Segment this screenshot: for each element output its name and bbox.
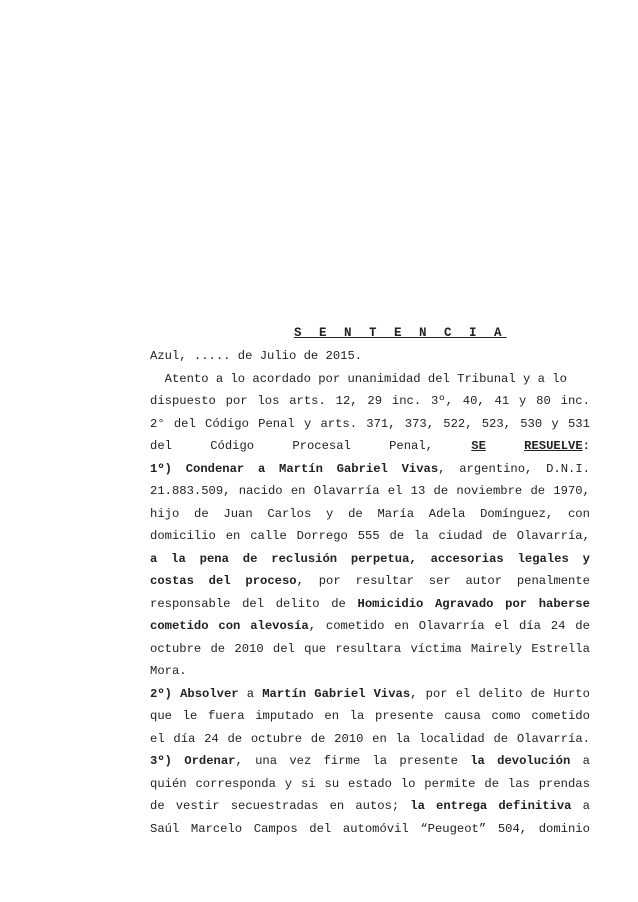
text-word: de (433, 484, 449, 498)
text-word: la (349, 709, 365, 723)
text-word: accesorias (430, 551, 504, 566)
text-word: vestir (175, 799, 220, 813)
text-word: alevosía, (250, 619, 317, 633)
text-word: por (225, 394, 248, 408)
text-word: 555 (357, 529, 380, 543)
text-word: de (530, 484, 546, 498)
text-word: responsable (150, 596, 231, 611)
text-word: del (242, 596, 265, 611)
text-word: Domínguez, (480, 506, 554, 521)
text-word: Campos (253, 821, 298, 836)
text-word: noviembre (456, 484, 523, 498)
text-word: ser (428, 574, 451, 588)
text-word: fuera (207, 709, 245, 723)
text-word: que (304, 641, 327, 656)
text-word: de (194, 506, 209, 521)
text-word: 522, (443, 416, 473, 431)
text-word: del (150, 439, 172, 453)
text-line (150, 660, 590, 683)
text-word: “Peugeot” (420, 821, 487, 836)
text-word: 24 (204, 731, 219, 746)
text-word: localidad (418, 731, 485, 746)
text-word: a (246, 686, 255, 701)
text-line (150, 413, 590, 436)
text-segment: Azul, ..... de Julio de 2015. (150, 349, 363, 363)
text-word: 2010 (234, 641, 264, 656)
text-word: permite (424, 776, 476, 791)
text-word: día (518, 619, 541, 633)
text-word: Olavarría, (516, 529, 590, 543)
text-word: 373, (404, 416, 435, 431)
text-word: Adela (428, 506, 466, 521)
text-word: en (225, 529, 241, 543)
text-word: dominio (538, 821, 590, 836)
text-line (150, 390, 590, 413)
text-word: Carlos (267, 506, 312, 521)
text-word: víctima (410, 641, 462, 656)
text-word: 523, (481, 416, 511, 431)
text-word: el (150, 731, 165, 746)
text-word: en (372, 731, 387, 746)
text-word: inc. (391, 394, 422, 408)
text-word: autor (465, 574, 503, 588)
text-word: con (567, 506, 590, 521)
text-word: octubre (250, 731, 303, 746)
text-word: 504, (497, 821, 528, 836)
text-word: en (329, 799, 345, 813)
text-word: Martín (279, 461, 323, 476)
text-word: domicilio (150, 529, 216, 543)
text-word: argentino, (459, 461, 533, 476)
text-word: las (507, 776, 530, 791)
text-line (150, 368, 590, 391)
text-word: secuestradas (230, 799, 319, 813)
text-word: haberse (538, 596, 590, 611)
text-word: Código (205, 416, 249, 431)
text-word: en (324, 709, 340, 723)
text-word: 1970, (553, 484, 590, 498)
text-word: de (484, 776, 500, 791)
text-word: cometido (325, 619, 385, 633)
text-word: arts. (320, 416, 358, 431)
text-word: con (218, 619, 241, 633)
text-word: de (210, 641, 226, 656)
text-word: Saúl (150, 821, 180, 836)
text-line (150, 345, 590, 368)
text-word: 21.883.509, (150, 484, 231, 498)
text-word: imputado (255, 709, 314, 723)
text-word: la (372, 754, 388, 768)
text-word: 531 (567, 416, 590, 431)
text-line (150, 683, 590, 706)
text-word: 3º, (430, 394, 453, 408)
text-word: 13 (410, 484, 426, 498)
text-word: del (173, 416, 196, 431)
text-word: de (492, 529, 507, 543)
text-word: la (171, 551, 186, 566)
text-word: por (425, 686, 448, 701)
text-word: pena (199, 551, 229, 566)
text-word: le (182, 709, 198, 723)
text-word: entrega (436, 799, 488, 813)
text-line (150, 570, 590, 593)
text-word: el (455, 686, 471, 701)
text-word: prendas (538, 776, 590, 791)
text-word: de (150, 799, 165, 813)
text-word: Ordenar, (184, 754, 243, 768)
text-word: inc. (560, 394, 590, 408)
text-word: proceso, (245, 574, 304, 588)
text-word: del (208, 574, 231, 588)
text-word: de (575, 619, 590, 633)
text-word: delito (275, 596, 320, 611)
text-word: que (150, 709, 172, 723)
document-body (150, 345, 590, 840)
text-word: penalmente (516, 574, 590, 588)
text-word: de (310, 731, 326, 746)
text-word: María (377, 506, 415, 521)
text-word: la (410, 799, 425, 813)
text-word: su (324, 776, 340, 791)
text-word: Gabriel (314, 686, 366, 701)
text-line (150, 773, 590, 796)
text-word: del (272, 641, 295, 656)
text-word: día (173, 731, 196, 746)
text-word: reclusión (271, 551, 338, 566)
text-word: Gabriel (336, 461, 388, 476)
text-line (150, 728, 590, 751)
text-word: perpetua, (350, 551, 417, 566)
text-word: de (331, 596, 346, 611)
text-word: del (309, 821, 332, 836)
text-word: Juan (223, 506, 253, 521)
text-word: la (395, 731, 411, 746)
text-line (150, 458, 590, 481)
text-word: 2º) (150, 686, 172, 701)
text-word: causa (444, 709, 481, 723)
text-word: dispuesto (150, 394, 216, 408)
text-word: Homicidio (357, 596, 424, 611)
text-word: firme (323, 754, 361, 768)
text-line (150, 818, 590, 841)
text-word: Marcelo (190, 821, 243, 836)
text-word: delito (478, 686, 523, 701)
text-word: como (491, 709, 521, 723)
text-word: de (227, 731, 243, 746)
text-word: Absolver (180, 686, 239, 701)
text-word: 371, (366, 416, 396, 431)
text-word: a (582, 754, 590, 768)
text-word: de (348, 506, 363, 521)
text-word: RESUELVE: (524, 439, 590, 453)
text-word: por (505, 596, 528, 611)
text-word: definitiva (498, 799, 572, 813)
text-word: Martín (262, 686, 307, 701)
text-word: a (257, 461, 266, 476)
text-word: presente (375, 709, 434, 723)
text-word: en (290, 484, 306, 498)
text-word: Vivas, (401, 461, 446, 476)
text-line (150, 593, 590, 616)
text-word: la (414, 529, 429, 543)
text-word: Olavarría (313, 484, 380, 498)
text-word: el (387, 484, 403, 498)
text-word: 2° (150, 416, 165, 431)
text-word: Vivas, (373, 686, 418, 701)
text-word: 530 (520, 416, 543, 431)
text-word: a (150, 551, 158, 566)
text-word: 80 (536, 394, 551, 408)
text-word: de (242, 551, 258, 566)
text-word: de (530, 686, 546, 701)
text-word: Agravado (434, 596, 494, 611)
text-word: 29 (367, 394, 383, 408)
text-line (150, 503, 590, 526)
text-line (150, 705, 590, 728)
text-word: costas (150, 574, 194, 588)
text-word: por (318, 574, 341, 588)
text-line (150, 435, 590, 458)
text-word: estado (348, 776, 392, 791)
text-word: legales (517, 551, 569, 566)
text-word: si (300, 776, 316, 791)
text-word: vez (289, 754, 312, 768)
text-word: quién (150, 776, 187, 791)
text-word: el (494, 619, 510, 633)
text-segment: Atento a lo acordado por unanimidad del Tribunal y a lo (150, 371, 567, 386)
text-word: D.N.I. (546, 461, 590, 476)
text-line (150, 548, 590, 571)
text-word: 40, (462, 394, 485, 408)
text-word: Condenar (185, 461, 245, 476)
text-word: resultar (355, 574, 414, 588)
text-word: devolución (497, 754, 571, 768)
text-word: Penal, (389, 439, 433, 453)
text-word: la (470, 754, 485, 768)
text-word: Procesal (292, 439, 351, 453)
text-word: automóvil (342, 821, 409, 836)
text-word: Penal (258, 416, 295, 431)
text-word: cometido (531, 709, 590, 723)
text-line (150, 795, 590, 818)
text-word: Hurto (553, 686, 590, 701)
text-segment: Mora. (150, 664, 187, 678)
text-word: calle (250, 529, 287, 543)
text-word: hijo (150, 506, 180, 521)
text-word: Dorrego (296, 529, 348, 543)
text-word: Código (210, 439, 255, 453)
text-word: ciudad (438, 529, 483, 543)
text-word: resultara (335, 641, 402, 656)
text-word: y (551, 416, 559, 431)
text-word: y (284, 776, 293, 791)
text-word: Olavarría (418, 619, 485, 633)
text-word: cometido (150, 619, 209, 633)
text-word: 41 (494, 394, 510, 408)
text-word: 3º) (150, 754, 172, 768)
text-word: arts. (289, 394, 326, 408)
text-word: 12, (335, 394, 358, 408)
text-word: presente (399, 754, 458, 768)
text-word: SE (471, 439, 486, 453)
text-word: y (519, 394, 527, 408)
text-word: y (326, 506, 334, 521)
text-word: a (582, 799, 590, 813)
text-word: Mairely (470, 641, 523, 656)
text-word: 24 (550, 619, 566, 633)
text-word: lo (400, 776, 416, 791)
text-word: de (493, 731, 509, 746)
text-word: en (394, 619, 409, 633)
text-word: 1º) (150, 461, 172, 476)
document-title: S E N T E N C I A (294, 326, 507, 340)
text-word: octubre (150, 641, 202, 656)
text-word: autos; (355, 799, 400, 813)
text-line (150, 525, 590, 548)
text-word: los (257, 394, 280, 408)
text-word: una (255, 754, 278, 768)
text-word: nacido (238, 484, 283, 498)
text-line (150, 638, 590, 661)
text-word: 2010 (334, 731, 364, 746)
text-line (150, 480, 590, 503)
text-word: y (303, 416, 312, 431)
text-word: y (582, 551, 590, 566)
text-word: corresponda (195, 776, 276, 791)
text-word: de (389, 529, 405, 543)
text-word: Estrella (531, 641, 590, 656)
text-line (150, 750, 590, 773)
text-line (150, 615, 590, 638)
text-word: Olavarría. (516, 731, 590, 746)
